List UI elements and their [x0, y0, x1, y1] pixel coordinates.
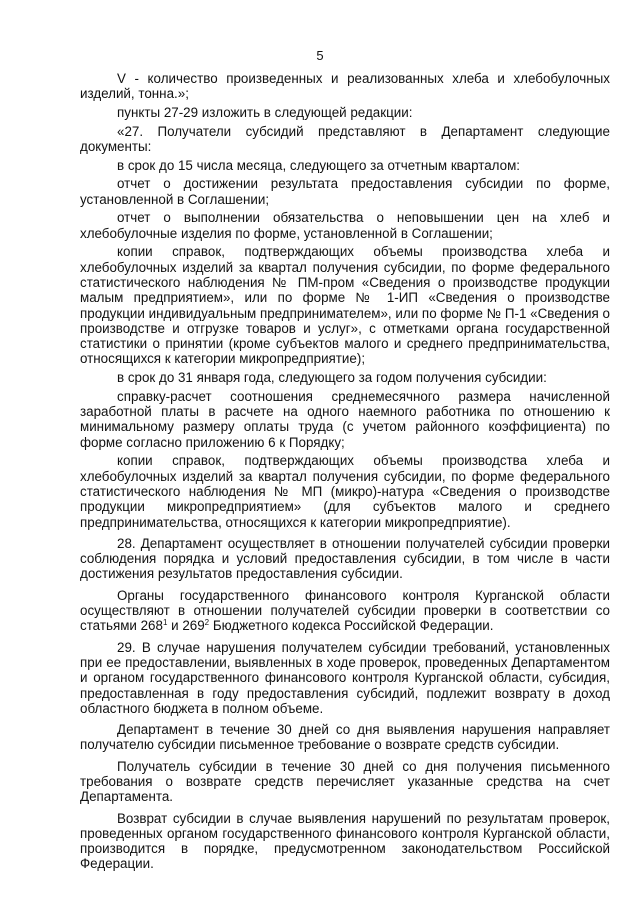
paragraph-refund-demand: Департамент в течение 30 дней со дня выявления нарушения направляет получателю субсидии письменное требование о возврате средств субсидии.: [80, 722, 610, 753]
paragraph-item-27: «27. Получатели субсидий представляют в Департамент следующие документы:: [80, 123, 610, 154]
paragraph-micro-certificates: копии справок, подтверждающих объемы производства хлеба и хлебобулочных изделий за квартал получения субсидии, по форме федерального статистического наблюдения № МП (микро)-натура «Сведения о производстве продукции микропредприятием» (для субъектов малого и среднего предпринимательства, относящихся к категории микропредприятие).: [80, 453, 610, 530]
paragraph-item-29: 29. В случае нарушения получателем субсидии требований, установленных при ее предоставлении, выявленных в ходе проверок, проведенных Департаментом и органом государственного финансового контроля Курганской области, субсидия, предоставленная в году предоставления субсидий, подлежит возврату в доход областного бюджета в полном объеме.: [80, 639, 610, 716]
paragraph-production-certificates: копии справок, подтверждающих объемы производства хлеба и хлебобулочных изделий за квартал получения субсидии, по форме федерального статистического наблюдения № ПМ-пром «Сведения о производстве продукции малым предприятием», или по форме № 1-ИП «Сведения о производстве продукции индивидуальным предпринимателем», или по форме № П-1 «Сведения о производстве и отгрузке товаров и услуг», с отметками органа государственной статистики о принятии (кроме субъектов малого и среднего предпринимательства, относящихся к категории микропредприятие);: [80, 244, 610, 367]
footnote-superscript-1: 1: [162, 618, 168, 628]
paragraph-amend-items: пункты 27-29 изложить в следующей редакции:: [117, 104, 413, 120]
paragraph-item-28: 28. Департамент осуществляет в отношении получателей субсидии проверки соблюдения порядка и условий предоставления субсидии, в том числе в части достижения результатов предоставления субсидии.: [80, 535, 610, 582]
paragraph-refund-procedure: Возврат субсидии в случае выявления нарушений по результатам проверок, проведенных органом государственного финансового контроля Курганской области, производится в порядке, предусмотренном законодательством Российской Федерации.: [80, 810, 610, 872]
paragraph-annual-deadline: в срок до 31 января года, следующего за годом получения субсидии:: [117, 370, 547, 386]
audit-text-middle: и 269: [167, 618, 205, 634]
page-number: 5: [316, 48, 324, 63]
footnote-superscript-2: 2: [204, 618, 210, 628]
paragraph-result-report: отчет о достижении результата предоставления субсидии по форме, установленной в Соглашении;: [80, 176, 610, 207]
paragraph-price-report: отчет о выполнении обязательства о неповышении цен на хлеб и хлебобулочные изделия по форме, установленной в Соглашении;: [80, 210, 610, 241]
paragraph-audit-authorities: [80, 588, 610, 634]
document-body: [80, 71, 610, 875]
audit-text-end: Бюджетного кодекса Российской Федерации.: [209, 618, 494, 634]
audit-text-start: Органы государственного финансового контроля Курганской области осуществляют в отношении получателей субсидии проверки в соответствии со статьями 268: [80, 587, 610, 634]
paragraph-salary-calculation: справку-расчет соотношения среднемесячного размера начисленной заработной платы в расчете на одного наемного работника по отношению к минимальному размеру оплаты труда (с учетом районного коэффициента) по форме согласно приложению 6 к Порядку;: [80, 388, 610, 450]
paragraph-v-definition: V - количество произведенных и реализованных хлеба и хлебобулочных изделий, тонна.»;: [80, 71, 610, 102]
paragraph-refund-transfer: Получатель субсидии в течение 30 дней со дня получения письменного требования о возврате средств перечисляет указанные средства на счет Департамента.: [80, 758, 610, 805]
paragraph-quarterly-deadline: в срок до 15 числа месяца, следующего за отчетным кварталом:: [117, 157, 521, 173]
